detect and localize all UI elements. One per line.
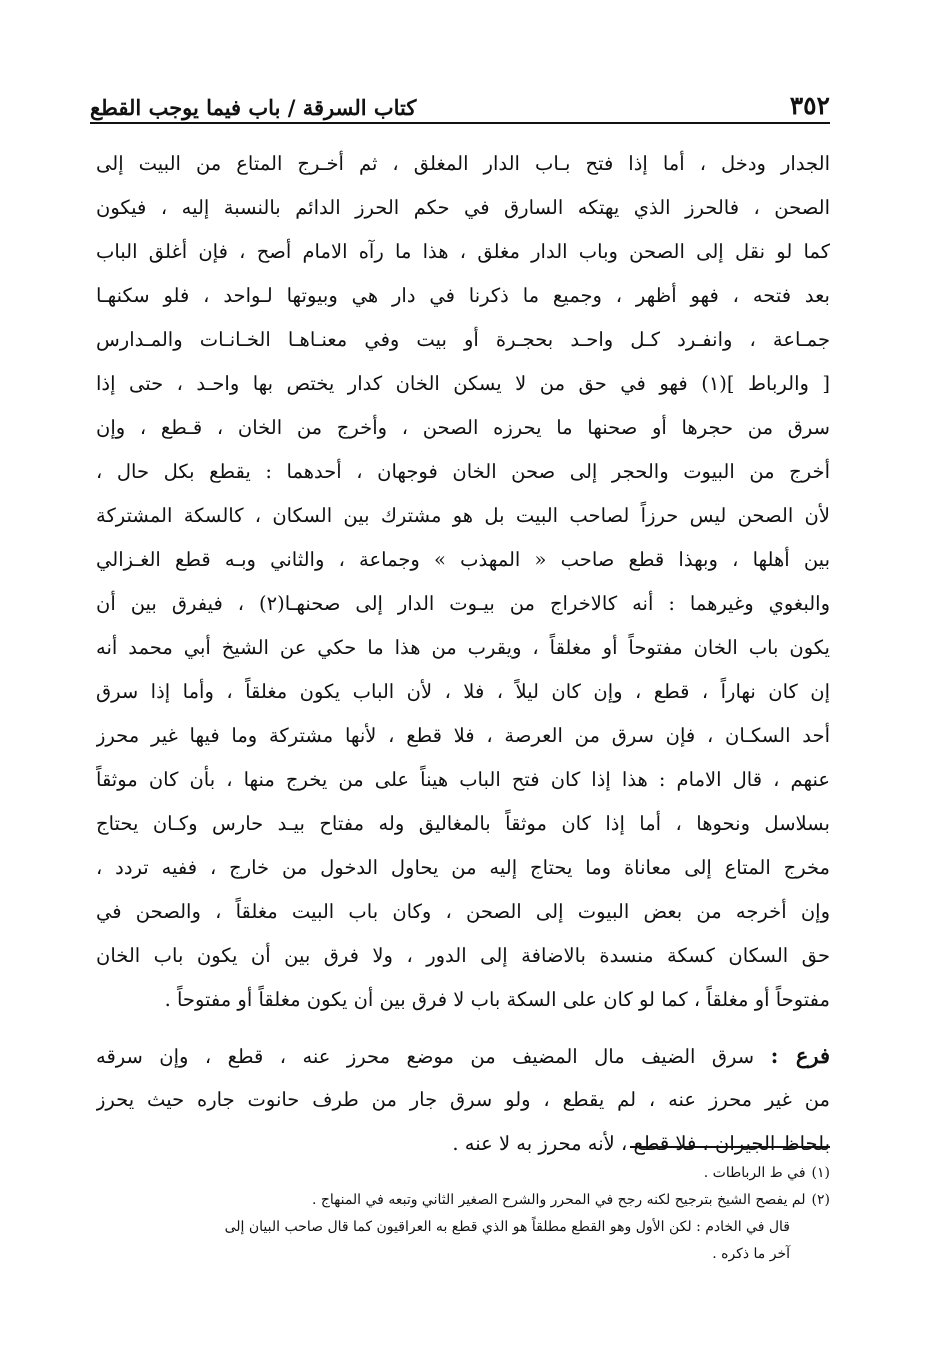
text-line: أخرج من البيوت والحجر إلى صحن الخان فوجهان ، أحدهما : يقطع بكل حال ، <box>96 460 830 483</box>
text-line: والبغوي وغيرهما : أنه كالاخراج من بيـوت الدار إلى صحنهـا(٢) ، فيفرق بين أن <box>96 592 830 615</box>
footnote <box>96 1187 830 1214</box>
footnote <box>96 1160 830 1187</box>
text-line: وإن أخرجه من بعض البيوت إلى الصحن ، وكان باب البيت مغلقاً ، والصحن في <box>96 900 830 923</box>
footnote-text: قال في الخادم : لكن الأول وهو القطع مطلقاً هو الذي قطع به العراقيون كما قال صاحب البيان إلى <box>224 1219 790 1235</box>
text-line: بلحاظ الجيران ، فلا قطع ، لأنه محرز به لا عنه . <box>452 1132 830 1155</box>
text-line: مفتوحاً أو مغلقاً ، كما لو كان على السكة باب لا فرق بين أن يكون مغلقاً أو مفتوحاً . <box>164 988 830 1011</box>
branch-label: فرع : <box>770 1043 830 1068</box>
footnote-text: لم يفصح الشيخ بترجيح لكنه رجح في المحرر والشرح الصغير الثاني وتبعه في المنهاج . <box>311 1192 806 1208</box>
text-line: بعد فتحه ، فهو أظهر ، وجميع ما ذكرنا في دار هي وبيوتها لـواحد ، فلو سكنهـا <box>96 284 830 307</box>
text-line <box>96 1034 830 1078</box>
text-line: بين أهلها ، وبهذا قطع صاحب « المهذب » وجماعة ، والثاني وبـه قطع الغـزالي <box>96 548 830 571</box>
text-line: جمـاعة ، وانفـرد كـل واحـد بحجـرة أو بيت وفي معنـاهـا الخـانـات والمـدارس <box>96 328 830 351</box>
text-line: الجدار ودخل ، أما إذا فتح بـاب الدار المغلق ، ثم أخـرج المتاع من البيت إلى <box>96 152 830 175</box>
running-title: كتاب السرقة / باب فيما يوجب القطع <box>90 95 417 120</box>
branch-first-line: سرق الضيف مال المضيف من موضع محرز عنه ، قطع ، وإن سرقه <box>96 1045 755 1068</box>
text-line: إن كان نهاراً ، قطع ، وإن كان ليلاً ، فلا ، لأن الباب يكون مغلقاً ، وأما إذا سرق <box>96 680 830 703</box>
page-number: ٣٥٢ <box>789 91 830 120</box>
text-line: لأن الصحن ليس حرزاً لصاحب البيت بل هو مشترك بين السكان ، كالسكة المشتركة <box>96 504 830 527</box>
text-line: سرق من حجرها أو صحنها ما يحرزه الصحن ، وأخرج من الخان ، قـطع ، وإن <box>96 416 830 439</box>
text-line: مخرج المتاع إلى معاناة وما يحتاج إليه من يحاول الدخول من خارج ، ففيه تردد ، <box>96 856 830 879</box>
text-line: [ والرباط ](١) فهو في حق من لا يسكن الخان كدار يختص بها واحـد ، حتى إذا <box>96 372 830 395</box>
footnote-text: آخر ما ذكره . <box>712 1246 790 1262</box>
text-line: بسلاسل ونحوها ، أما إذا كان موثقاً بالمغاليق وله مفتاح بيـد حارس وكـان يحتاج <box>96 812 830 835</box>
header-rule <box>90 122 830 124</box>
footnote-continuation <box>96 1214 830 1241</box>
footnote-number: (٢) <box>811 1192 830 1208</box>
text-line: الصحن ، فالحرز الذي يهتكه السارق في حكم الحرز الدائم بالنسبة إليه ، فيكون <box>96 196 830 219</box>
footnote-text: في ط الرباطات . <box>703 1165 806 1181</box>
text-line: أحد السكـان ، فإن سرق من العرصة ، فلا قطع ، لأنها مشتركة وما فيها غير محرز <box>96 724 830 747</box>
text-line: يكون باب الخان مفتوحاً أو مغلقاً ، ويقرب من هذا ما حكي عن الشيخ أبي محمد أنه <box>96 636 830 659</box>
footnote-continuation <box>96 1241 830 1268</box>
text-line: حق السكان كسكة منسدة بالاضافة إلى الدور ، ولا فرق بين أن يكون باب الخان <box>96 944 830 967</box>
text-line: كما لو نقل إلى الصحن وباب الدار مغلق ، هذا ما رآه الامام أصح ، فإن أغلق الباب <box>96 240 830 263</box>
text-line: عنهم ، قال الامام : هذا إذا كان فتح الباب هيناً على من يخرج منها ، بأن كان موثقاً <box>96 768 830 791</box>
page-header <box>90 80 830 120</box>
footnote-rule <box>630 1146 830 1148</box>
paragraph <box>96 142 830 1022</box>
paragraph-gap <box>96 1022 830 1034</box>
text-line: من غير محرز عنه ، لم يقطع ، ولو سرق جار من طرف حانوت جاره حيث يحرز <box>96 1088 830 1111</box>
main-text <box>96 142 830 1166</box>
footnotes <box>96 1146 830 1268</box>
footnote-number: (١) <box>811 1165 830 1181</box>
